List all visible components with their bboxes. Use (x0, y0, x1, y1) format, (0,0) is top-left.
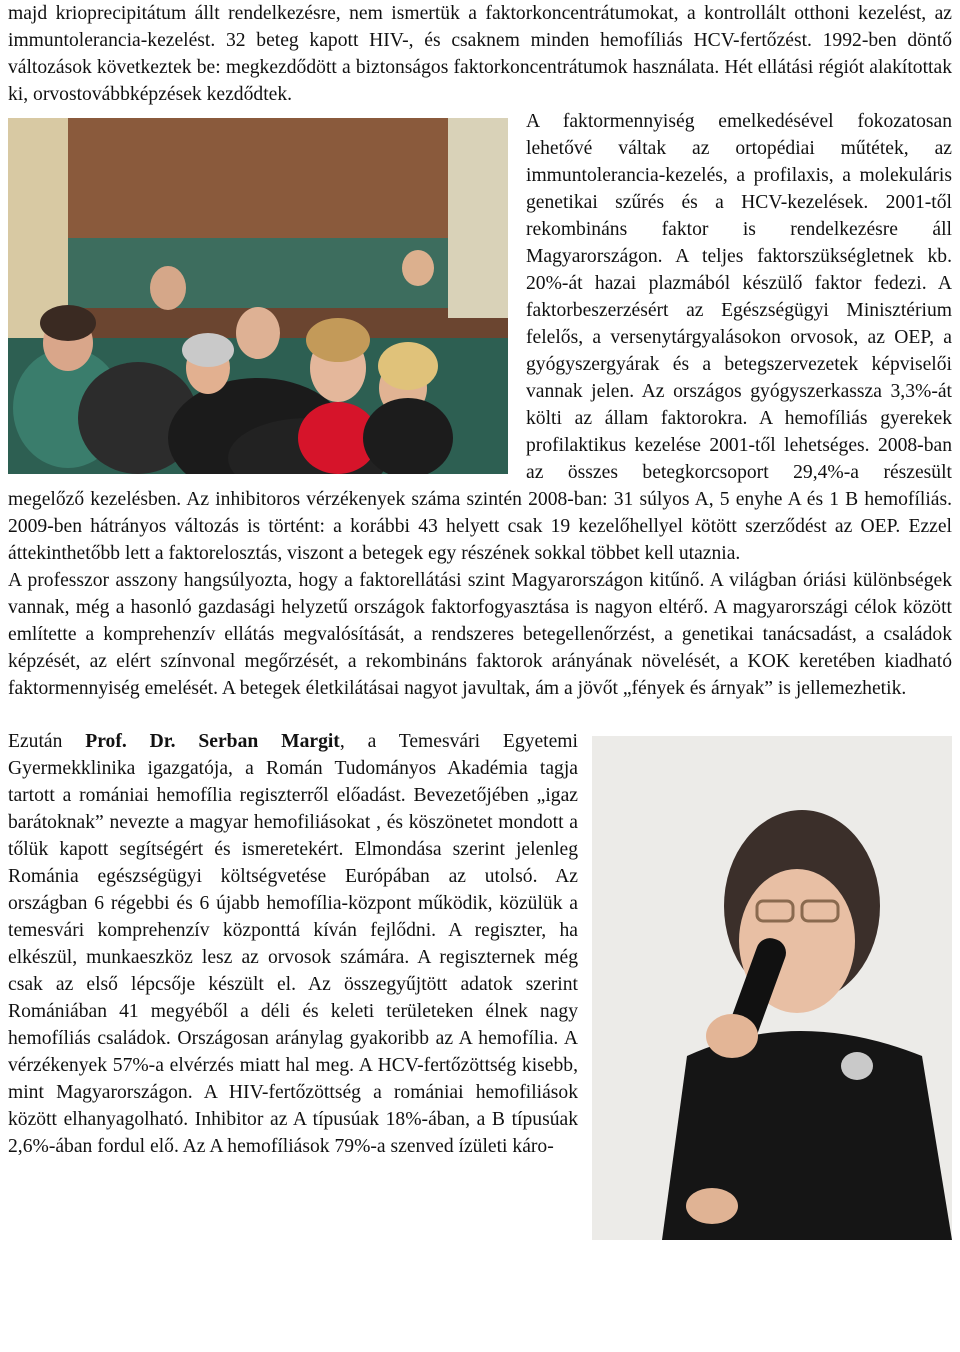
audience-photo (8, 118, 508, 474)
speaker-rest-text: , a Temesvári Egyetemi Gyermekklinika igazgatója, a Román Tudományos Akadémia tagja tartott a romániai hemofília regiszterről előadást. Bevezetőjében „igaz barátoknak” nevezte a magyar hemofiliásokat , és köszönetet mondott a tőlük kapott segítségért és ismeretekért. Elmondása szerint jelenleg Románia egészségügyi költségvetése Európában az utolsó. Az országban 6 régebbi és 6 újabb hemofília-központ működik, közülük a temesvári komprehenzív központtá kíván fejlődni. A regiszter, ha elkészül, munkaeszköz lesz az orvosok számára. A regiszternek még csak az első lépcsője készült el. Az összegyűjtött adatok szerint Romániában 41 megyéből a déli és keleti területeken élnek nagy hemofíliás családok. Országosan aránylag gyakoribb az A hemofília. A vérzékenyek 57%-a elvérzés miatt hal meg. A HCV-fertőzöttség kisebb, mint Magyarországon. A HIV-fertőzöttség a romániai hemofiliások között elhanyagolható. Inhibitor az A típusúak 18%-ában, a B típusúak 2,6%-ában fordul elő. Az A hemofíliások 79%-a szenved ízületi káro- (8, 731, 578, 1157)
document-page (8, 0, 952, 1240)
section-gap (8, 702, 952, 728)
speaker-name: Serban Margit (198, 731, 340, 752)
speaker-title: Prof. Dr. (85, 731, 176, 752)
speaker-lead-text: Ezután (8, 731, 86, 752)
speaker-photo (592, 736, 952, 1240)
body-paragraph-1: A faktormennyiség emelkedésével fokozatosan lehetővé váltak az ortopédiai műtétek, az immuntolerancia-kezelés, a profilaxis, a molekuláris genetikai szűrés és a HCV-kezelések. 2001-től rekombináns faktor is rendelkezésre áll Magyarországon. A teljes faktorszükségletnek kb. 20%-át hazai plazmából készülő faktor fedezi. A faktorbeszerzésért az Egészségügyi Minisztérium felelős, a versenytárgyalásokon orvosok, az OEP, a gyógyszergyárak és a betegszervezetek képviselői vannak jelen. Az országos gyógyszerkassza 3,3%-át költi az állam faktorokra. A hemofíliás gyerekek profilaktikus kezelése 2001-től lehetséges. 2008-ban az összes betegkorcsoport 29,4%-a részesült megelőző kezelésben. Az inhibitoros vérzékenyek száma szintén 2008-ban: 31 súlyos A, 5 enyhe A és 1 B hemofíliás. 2009-ben hátrányos változás is történt: a korábbi 43 helyett csak 19 kezelőhellyel kötött szerződést az OEP. Ezzel áttekinthetőbb lett a faktorelosztás, viszont a betegek egy részének sokkal többet kell utaznia. (8, 111, 952, 564)
body-paragraph-2: A professzor asszony hangsúlyozta, hogy a faktorellátási szint Magyarországon kitűnő. A világban óriási különbségek vannak, még a hasonló gazdasági helyzetű országok faktorfogyasztása is nagyon eltérő. A magyarországi célok között említette a komprehenzív ellátás megvalósítását, a rendszeres betegellenőrzést, a genetikai tanácsadást, a családok képzését, az elért színvonal megőrzését, a rekombináns faktorok arányának növelését, a KOK keretében kiadható faktormennyiség emelését. A betegek életkilátásai nagyot javultak, ám a jövőt „fények és árnyak” is jellemezhetik. (8, 570, 952, 699)
intro-paragraph: majd krioprecipitátum állt rendelkezésre, nem ismertük a faktorkoncentrátumokat, a kontrollált otthoni kezelést, az immuntolerancia-kezelést. 32 beteg kapott HIV-, és csaknem minden hemofíliás HCV-fertőzést. 1992-ben döntő változások következtek be: megkezdődött a biztonságos faktorkoncentrátumok használata. Hét ellátási régiót alakítottak ki, orvostovábbképzések kezdődtek. (8, 3, 952, 105)
